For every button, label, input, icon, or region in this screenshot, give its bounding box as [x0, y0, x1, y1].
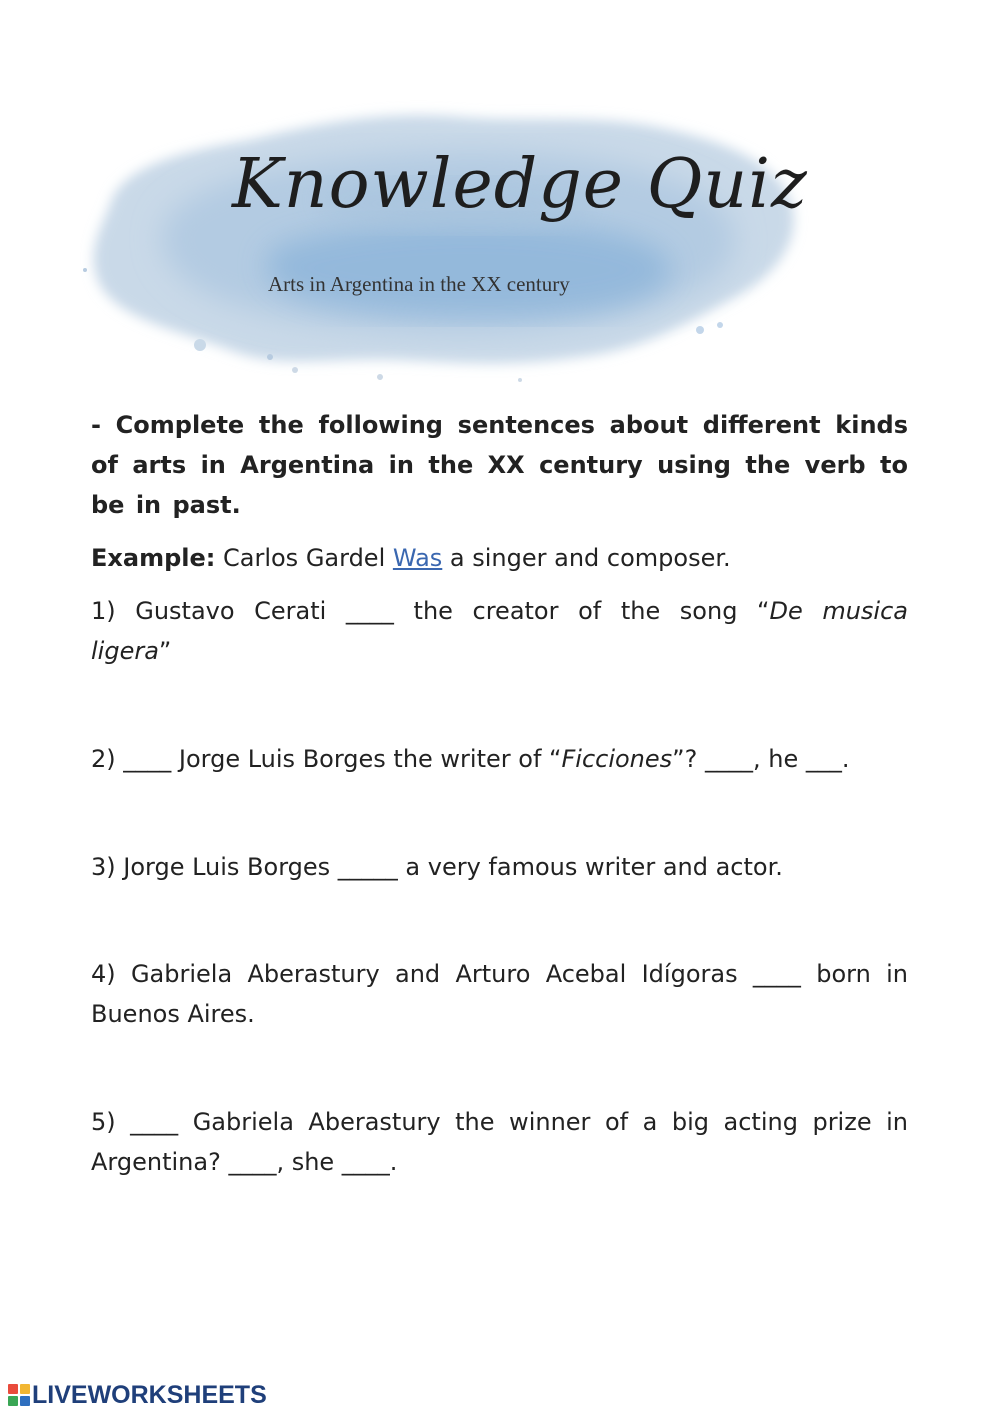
question-1-song-title: De musica ligera — [91, 597, 908, 665]
example-text-before: Carlos Gardel — [223, 544, 386, 572]
question-5: 5) ____ Gabriela Aberastury the winner of a big acting prize in Argentina? ____, she ____. — [91, 1108, 908, 1176]
question-3: 3) Jorge Luis Borges _____ a very famous writer and actor. — [91, 853, 783, 881]
footer-brand[interactable] — [8, 1380, 267, 1410]
question-2 — [91, 739, 908, 779]
question-2-text-after: ”? ____, he ___. — [672, 745, 850, 773]
question-4: 4) Gabriela Aberastury and Arturo Acebal Idígoras ____ born in Buenos Aires. — [91, 960, 908, 1028]
header-watercolor-banner — [80, 95, 810, 395]
example-sentence — [91, 538, 908, 578]
footer-brand-name: LIVEWORKSHEETS — [32, 1380, 267, 1409]
page-subtitle: Arts in Argentina in the XX century — [268, 272, 570, 296]
example-answer: Was — [392, 544, 443, 572]
page-title: Knowledge Quiz — [232, 145, 808, 224]
worksheet-body — [91, 405, 908, 1182]
question-1-text-after: ” — [158, 637, 172, 665]
question-1 — [91, 591, 908, 671]
example-text-after: a singer and composer. — [449, 544, 731, 572]
liveworksheets-logo-icon — [8, 1384, 30, 1406]
question-2-book-title: Ficciones — [561, 745, 673, 773]
watercolor-splash — [80, 95, 810, 395]
instruction-text: - Complete the following sentences about different kinds of arts in Argentina in the XX century using the verb to be in past. — [91, 411, 908, 519]
question-2-text-before: 2) ____ Jorge Luis Borges the writer of “ — [91, 745, 562, 773]
example-label: Example: — [91, 544, 216, 572]
question-1-text-before: 1) Gustavo Cerati ____ the creator of the song “ — [91, 597, 770, 625]
